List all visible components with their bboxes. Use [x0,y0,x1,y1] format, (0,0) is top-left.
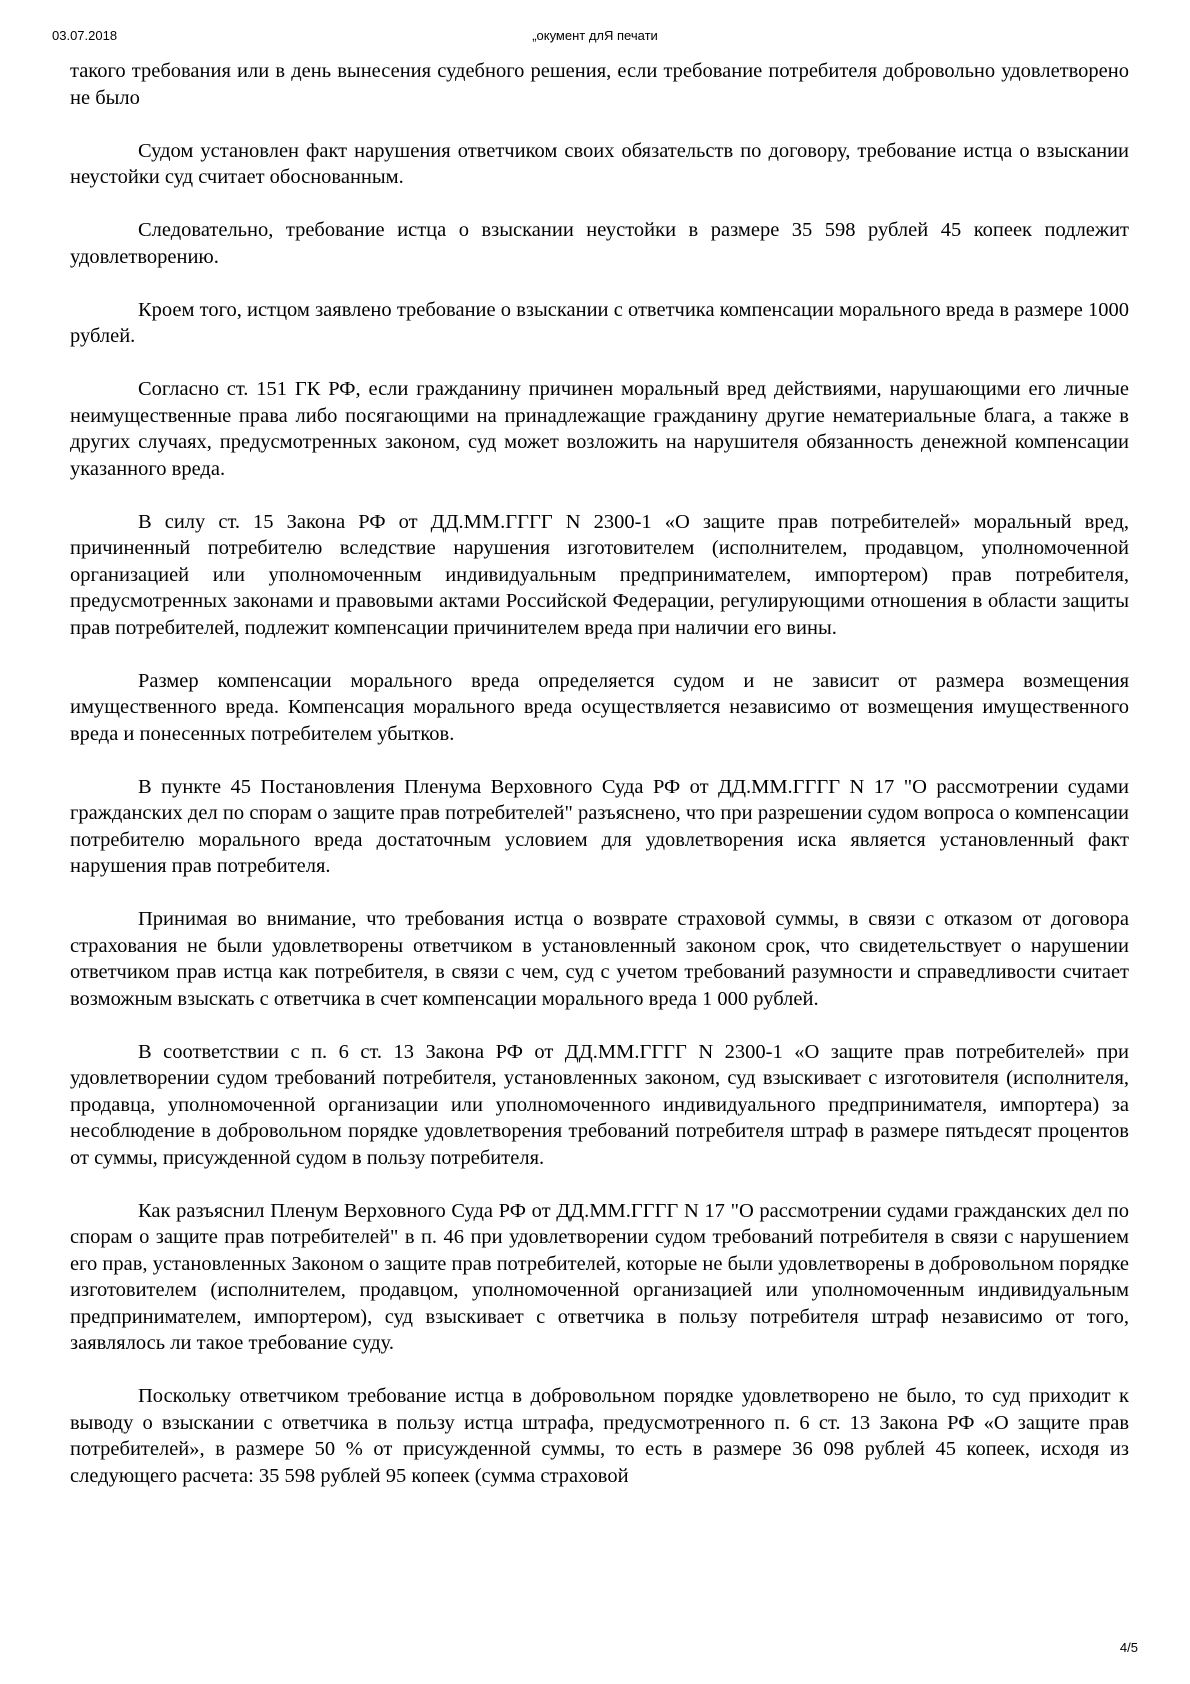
paragraph: Поскольку ответчиком требование истца в добровольном порядке удовлетворено не было, то суд приходит к выводу о взыскании с ответчика в пользу истца штрафа, предусмотренного п. 6 ст. 13 Закона РФ «О защите прав потребителей», в размере 50 % от присужденной суммы, то есть в размере 36 098 рублей 45 копеек, исходя из следующего расчета: 35 598 рублей 95 копеек (сумма страховой [70,1385,1129,1487]
paragraph: Принимая во внимание, что требования истца о возврате страховой суммы, в связи с отказом от договора страхования не были удовлетворены ответчиком в установленный законом срок, что свидетельствует о нарушении ответчиком прав истца как потребителя, в связи с чем, суд с учетом требований разумности и справедливости считает возможным взыскать с ответчика в счет компенсации морального вреда 1 000 рублей. [70,908,1129,1010]
paragraph: В пункте 45 Постановления Пленума Верховного Суда РФ от ДД.ММ.ГГГГ N 17 "О рассмотрении судами гражданских дел по спорам о защите прав потребителей" разъяснено, что при разрешении судом вопроса о компенсации потребителю морального вреда достаточным условием для удовлетворения иска является установленный факт нарушения прав потребителя. [70,775,1129,877]
paragraph: Судом установлен факт нарушения ответчиком своих обязательств по договору, требование истца о взыскании неустойки суд считает обоснованным. [70,139,1129,188]
paragraph: Размер компенсации морального вреда определяется судом и не зависит от размера возмещения имущественного вреда. Компенсация морального вреда осуществляется независимо от возмещения имущественного вреда и понесенных потребителем убытков. [70,669,1129,745]
paragraph: В соответствии с п. 6 ст. 13 Закона РФ от ДД.ММ.ГГГГ N 2300-1 «О защите прав потребителей» при удовлетворении судом требований потребителя, установленных законом, суд взыскивает с изготовителя (исполнителя, продавца, уполномоченной организации или уполномоченного индивидуального предпринимателя, импортера) за несоблюдение в добровольном порядке удовлетворения требований потребителя штраф в размере пятьдесят процентов от суммы, присужденной судом в пользу потребителя. [70,1040,1129,1169]
page-number: 4/5 [1119,1640,1138,1655]
paragraph: В силу ст. 15 Закона РФ от ДД.ММ.ГГГГ N 2300-1 «О защите прав потребителей» моральный вред, причиненный потребителю вследствие нарушения изготовителем (исполнителем, продавцом, уполномоченной организацией или уполномоченным индивидуальным предпринимателем, импортером) прав потребителя, предусмотренных законами и правовыми актами Российской Федерации, регулирующими отношения в области защиты прав потребителей, подлежит компенсации причинителем вреда при наличии его вины. [70,510,1129,639]
document-body [70,58,1129,1489]
paragraph: такого требования или в день вынесения судебного решения, если требование потребителя добровольно удовлетворено не было [70,60,1129,109]
print-header [52,28,1138,46]
paragraph: Кроем того, истцом заявлено требование о взыскании с ответчика компенсации морального вреда в размере 1000 рублей. [70,298,1129,347]
print-date: 03.07.2018 [52,28,118,43]
paragraph: Следовательно, требование истца о взыскании неустойки в размере 35 598 рублей 45 копеек подлежит удовлетворению. [70,219,1129,268]
paragraph: Как разъяснил Пленум Верховного Суда РФ от ДД.ММ.ГГГГ N 17 "О рассмотрении судами гражданских дел по спорам о защите прав потребителей" в п. 46 при удовлетворении судом требований потребителя в связи с нарушением его прав, установленных Законом о защите прав потребителей, которые не были удовлетворены в добровольном порядке изготовителем (исполнителем, продавцом, уполномоченной организацией или уполномоченным индивидуальным предпринимателем, импортером), суд взыскивает с ответчика в пользу потребителя штраф независимо от того, заявлялось ли такое требование суду. [70,1199,1129,1354]
paragraph: Согласно ст. 151 ГК РФ, если гражданину причинен моральный вред действиями, нарушающими его личные неимущественные права либо посягающими на принадлежащие гражданину другие нематериальные блага, а также в других случаях, предусмотренных законом, суд может возложить на нарушителя обязанность денежной компенсации указанного вреда. [70,378,1129,480]
print-title: „окумент длЯ печати [532,28,658,43]
